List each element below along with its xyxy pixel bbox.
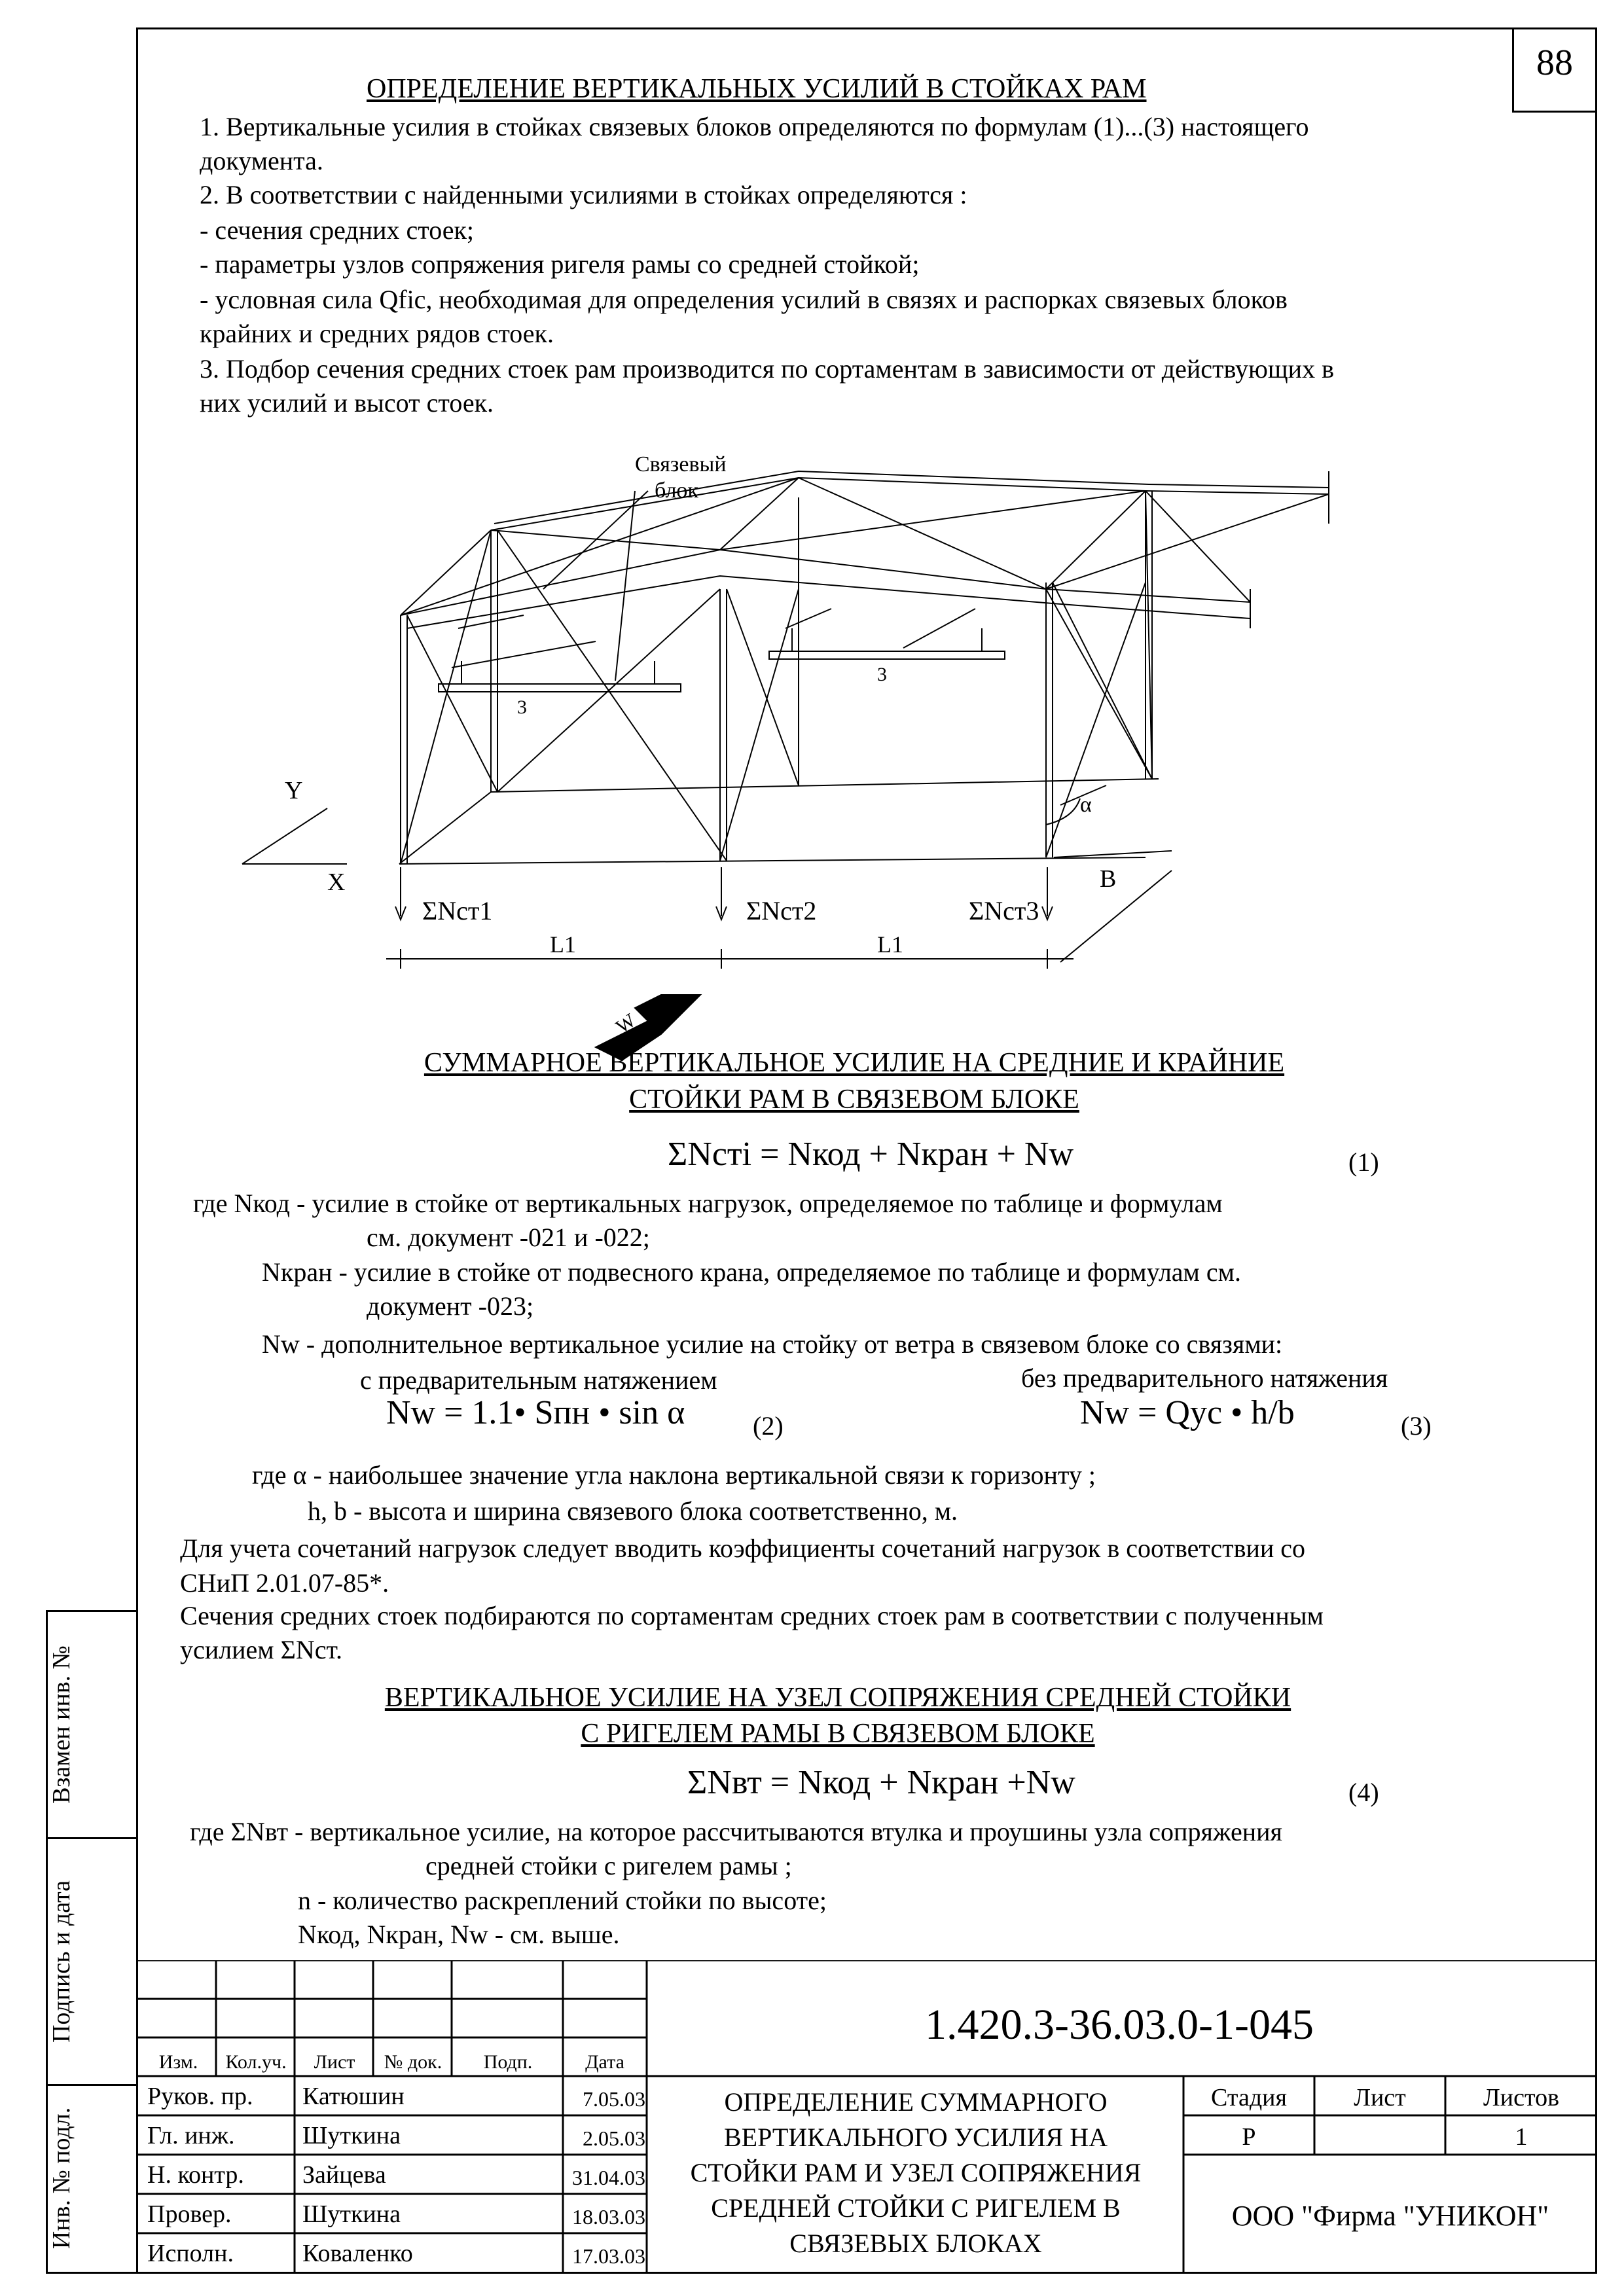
diagram-span-l1-b: L1 [877, 931, 903, 958]
side-label-replace: Взамен инв. № [48, 1645, 75, 1804]
stamp-name-2: Шуткина [302, 2122, 401, 2149]
stamp-role-5: Исполн. [147, 2240, 234, 2267]
stamp-date-1: 7.05.03 [583, 2087, 645, 2111]
stamp-title-line-1: ОПРЕДЕЛЕНИЕ СУММАРНОГО [724, 2087, 1108, 2117]
stamp-header-izm: Изм. [158, 2051, 198, 2073]
stamp-name-5: Коваленко [302, 2240, 413, 2267]
stamp-role-2: Гл. инж. [147, 2122, 235, 2149]
intro-line-9: них усилий и высот стоек. [200, 388, 494, 418]
stamp-date-2: 2.05.03 [583, 2126, 645, 2150]
diagram-block-label-1: Связевый [635, 452, 727, 476]
stamp-doc-code: 1.420.3-36.03.0-1-045 [925, 2001, 1314, 2049]
stamp-header-date: Дата [585, 2051, 624, 2073]
stamp-sheets-value: 1 [1515, 2123, 1528, 2151]
stamp-role-4: Провер. [147, 2200, 232, 2228]
diagram-crane-2: 3 [877, 664, 887, 685]
stamp-header-sign: Подп. [483, 2051, 533, 2073]
where3-line-4: Nкод, Nкран, Nw - см. выше. [298, 1920, 620, 1949]
where2-line-2: h, b - высота и ширина связевого блока соответственно, м. [308, 1496, 958, 1526]
formula-4-number: (4) [1348, 1778, 1379, 1807]
diagram-crane-1: 3 [517, 696, 527, 718]
stamp-stage-label: Стадия [1211, 2084, 1287, 2111]
label-without-tension: без предварительного натяжения [1021, 1363, 1388, 1393]
intro-line-5: - параметры узлов сопряжения ригеля рамы со средней стойкой; [200, 249, 920, 279]
formula-2: Nw = 1.1• Sпн • sin α [386, 1394, 685, 1431]
stamp-role-3: Н. контр. [147, 2161, 244, 2189]
diagram-force-n1: ΣNст1 [422, 896, 493, 925]
stamp-date-4: 18.03.03 [572, 2205, 645, 2229]
intro-line-8: 3. Подбор сечения средних стоек рам производится по сортаментам в зависимости от действующих в [200, 354, 1334, 384]
stamp-header-list: Лист [314, 2051, 355, 2073]
stamp-title-line-4: СРЕДНЕЙ СТОЙКИ С РИГЕЛЕМ В [711, 2193, 1121, 2223]
where1-line-3: Nкран - усилие в стойке от подвесного крана, определяемое по таблице и формулам см. [262, 1257, 1241, 1287]
where1-line-2: см. документ -021 и -022; [367, 1223, 650, 1252]
diagram-axis-y: Y [285, 777, 303, 804]
diagram-force-n2: ΣNст2 [746, 896, 817, 925]
diagram-b-label: B [1100, 865, 1117, 893]
formula-3: Nw = Qус • h/b [1080, 1394, 1295, 1431]
intro-line-1: 1. Вертикальные усилия в стойках связевых блоков определяются по формулам (1)...(3) настоящего [200, 112, 1309, 141]
intro-line-4: - сечения средних стоек; [200, 215, 475, 245]
stamp-stage-value: Р [1242, 2123, 1256, 2151]
stamp-name-1: Катюшин [302, 2083, 405, 2110]
stamp-company: ООО "Фирма "УНИКОН" [1231, 2200, 1549, 2232]
where1-line-4: документ -023; [367, 1291, 534, 1321]
combo-line-3: Сечения средних стоек подбираются по сортаментам средних стоек рам в соответствии с полученным [180, 1601, 1324, 1630]
where3-line-2: средней стойки с ригелем рамы ; [425, 1851, 792, 1880]
stamp-header-doc: № док. [384, 2051, 442, 2073]
diagram-alpha: α [1080, 793, 1092, 817]
combo-line-1: Для учета сочетаний нагрузок следует вводить коэффициенты сочетаний нагрузок в соответствии со [180, 1534, 1306, 1563]
where3-line-3: n - количество раскреплений стойки по высоте; [298, 1886, 827, 1915]
stamp-role-1: Руков. пр. [147, 2083, 253, 2110]
side-label-signature: Подпись и дата [48, 1880, 75, 2043]
frame-structure-diagram [229, 432, 1394, 1060]
where2-line-1: где α - наибольшее значение угла наклона вертикальной связи к горизонту ; [252, 1460, 1096, 1490]
intro-line-7: крайних и средних рядов стоек. [200, 319, 554, 348]
formula-2-number: (2) [753, 1411, 784, 1441]
stamp-sheets-label: Листов [1483, 2084, 1560, 2111]
combo-line-4: усилием ΣNст. [180, 1635, 342, 1664]
combo-line-2: СНиП 2.01.07-85*. [180, 1568, 389, 1598]
intro-line-3: 2. В соответствии с найденными усилиями в стойках определяются : [200, 180, 967, 209]
stamp-name-4: Шуткина [302, 2200, 401, 2228]
heading-joint-force-line-1: ВЕРТИКАЛЬНОЕ УСИЛИЕ НА УЗЕЛ СОПРЯЖЕНИЯ СРЕДНЕЙ СТОЙКИ [384, 1683, 1291, 1713]
diagram-force-n3: ΣNст3 [969, 896, 1039, 925]
label-with-tension: с предварительным натяжением [360, 1365, 717, 1395]
stamp-date-5: 17.03.03 [572, 2244, 645, 2268]
formula-4: ΣNвт = Nкод + Nкран +Nw [687, 1764, 1075, 1801]
heading-vertical-forces: ОПРЕДЕЛЕНИЕ ВЕРТИКАЛЬНЫХ УСИЛИЙ В СТОЙКАХ РАМ [367, 74, 1147, 104]
stamp-title-line-2: ВЕРТИКАЛЬНОГО УСИЛИЯ НА [724, 2123, 1108, 2152]
page-number: 88 [1536, 43, 1573, 83]
heading-total-force-line-2: СТОЙКИ РАМ В СВЯЗЕВОМ БЛОКЕ [629, 1085, 1079, 1115]
where3-line-1: где ΣNвт - вертикальное усилие, на которое рассчитываются втулка и проушины узла сопряжения [190, 1817, 1282, 1846]
side-label-inventory: Инв. № подл. [48, 2107, 75, 2250]
diagram-wind-label: W [612, 1009, 640, 1038]
intro-line-6: - условная сила Qfic, необходимая для определения усилий в связях и распорках связевых блоков [200, 285, 1288, 314]
diagram-axis-x: X [327, 869, 346, 896]
stamp-date-3: 31.04.03 [572, 2166, 645, 2189]
where1-line-5: Nw - дополнительное вертикальное усилие на стойку от ветра в связевом блоке со связями: [262, 1329, 1283, 1359]
stamp-title-line-3: СТОЙКИ РАМ И УЗЕЛ СОПРЯЖЕНИЯ [690, 2158, 1142, 2187]
diagram-span-l1-a: L1 [550, 931, 576, 958]
formula-1-number: (1) [1348, 1147, 1379, 1177]
diagram-block-label-2: блок [655, 478, 698, 503]
where1-line-1: где Nкод - усилие в стойке от вертикальных нагрузок, определяемое по таблице и формулам [193, 1189, 1223, 1218]
stamp-title-line-5: СВЯЗЕВЫХ БЛОКАХ [789, 2229, 1042, 2258]
heading-total-force-line-1: СУММАРНОЕ ВЕРТИКАЛЬНОЕ УСИЛИЕ НА СРЕДНИЕ И КРАЙНИЕ [424, 1048, 1285, 1078]
stamp-name-3: Зайцева [302, 2161, 386, 2189]
heading-joint-force-line-2: С РИГЕЛЕМ РАМЫ В СВЯЗЕВОМ БЛОКЕ [581, 1719, 1095, 1749]
intro-line-2: документа. [200, 146, 323, 175]
stamp-header-kol: Кол.уч. [225, 2051, 287, 2073]
formula-1: ΣNстi = Nкод + Nкран + Nw [668, 1136, 1074, 1173]
stamp-sheet-label: Лист [1354, 2084, 1406, 2111]
formula-3-number: (3) [1401, 1411, 1432, 1441]
